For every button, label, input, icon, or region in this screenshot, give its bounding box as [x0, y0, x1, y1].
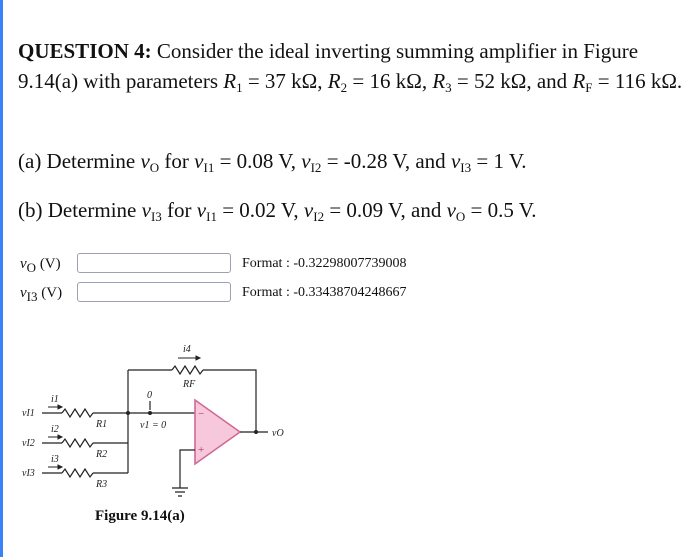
vi1-label: vI1: [22, 408, 35, 419]
r3-resistor: [62, 469, 93, 477]
r1-label: R1: [96, 419, 108, 430]
vi3-answer-input[interactable]: [77, 282, 231, 302]
node-voltage-label: v1 = 0: [140, 420, 167, 431]
part-b-text: (b) Determine $v_{I3}$ for $v_{I1} = 0.02$ V, $v_{I2} = 0.09$ V, and $v_O = 0.5$ V.: [18, 198, 537, 224]
i2-label: i2: [51, 424, 59, 435]
rf-resistor: [172, 366, 203, 374]
i4-label: i4: [183, 344, 191, 355]
question-text: QUESTION 4: Consider the ideal inverting summing amplifier in Figure 9.14(a) with parameters $R_1 = 37$ kΩ, $R_2 = 16$ kΩ, $R_3 = 52$ kΩ, and $R_F = 116$ kΩ.: [18, 39, 683, 95]
rf-label: RF: [183, 379, 196, 390]
question-heading: QUESTION 4:: [18, 39, 152, 63]
format-hint-vo: Format : -0.32298007739008: [242, 256, 407, 271]
answer-label-vo: $v_O$ (V): [20, 256, 61, 275]
i3-label: i3: [51, 454, 59, 465]
vi3-label: vI3: [22, 468, 35, 479]
inverting-input-sign: −: [198, 408, 205, 420]
format-hint-vi3: Format : -0.33438704248667: [242, 285, 407, 300]
zero-volt-label: 0: [147, 390, 152, 401]
figure-caption: Figure 9.14(a): [95, 508, 185, 524]
noninverting-input-sign: +: [198, 444, 205, 456]
r3-label: R3: [96, 479, 108, 490]
part-a-text: (a) Determine $v_O$ for $v_{I1} = 0.08$ V, $v_{I2} = -0.28$ V, and $v_{I3} = 1$ V.: [18, 149, 527, 175]
vo-answer-input[interactable]: [77, 253, 231, 273]
r1-resistor: [62, 409, 93, 417]
answer-label-vi3: $v_{I3}$ (V): [20, 285, 63, 304]
r2-resistor: [62, 439, 93, 447]
circuit-diagram: [0, 330, 320, 510]
vi2-label: vI2: [22, 438, 35, 449]
i1-label: i1: [51, 394, 59, 405]
vo-label: vO: [272, 428, 284, 439]
r2-label: R2: [96, 449, 108, 460]
